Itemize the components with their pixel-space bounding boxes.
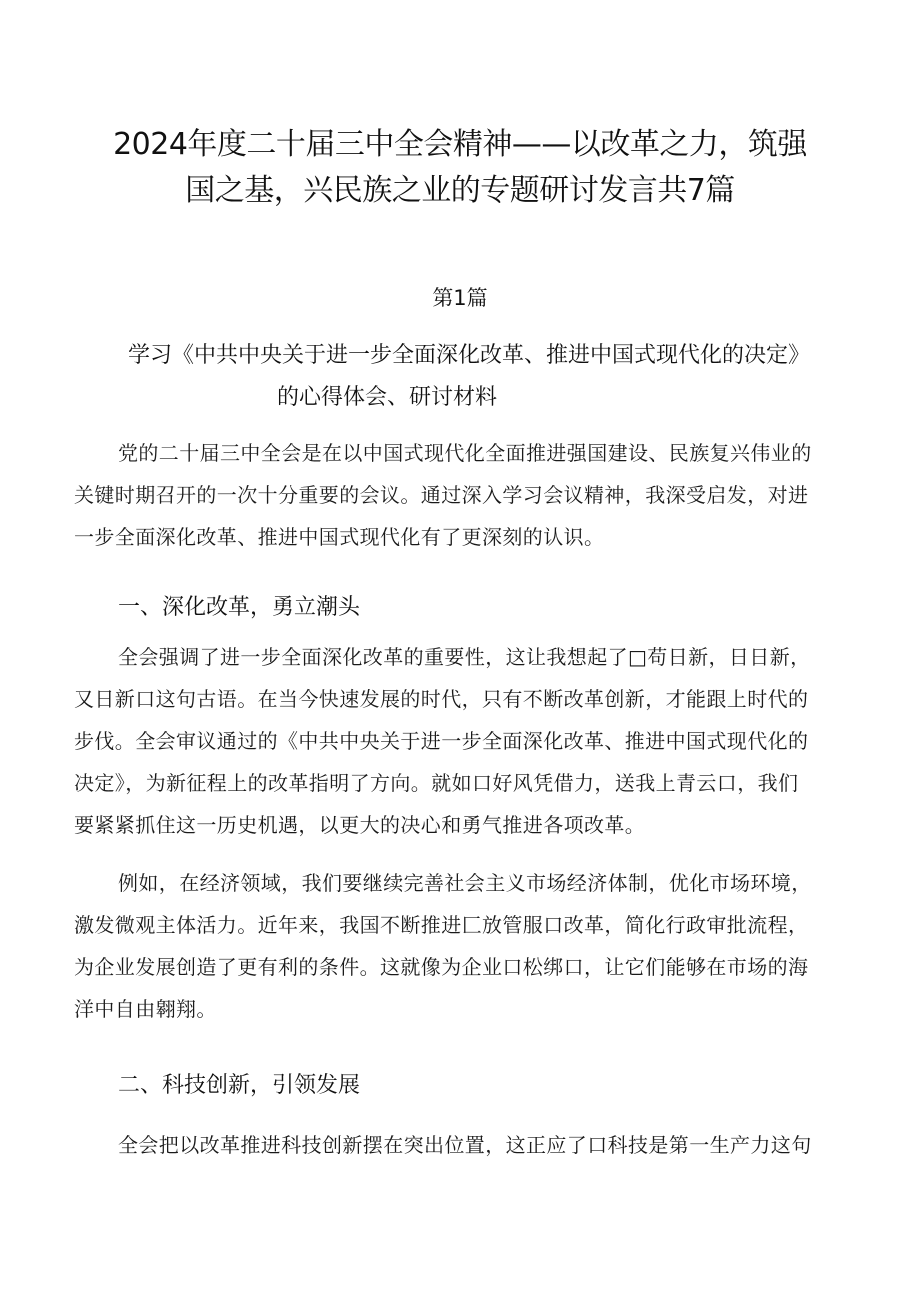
- chapter-label: 第1篇: [432, 286, 488, 310]
- section-heading-2: 二、科技创新，引领发展: [118, 1073, 361, 1098]
- paragraph-line: 决定》，为新征程上的改革指明了方向。就如口好风凭借力，送我上青云口，我们: [74, 771, 799, 795]
- paragraph-line: 又日新口这句古语。在当今快速发展的时代，只有不断改革创新，才能跟上时代的: [74, 687, 809, 711]
- article-subtitle-line-1: 学习《中共中央关于进一步全面深化改革、推进中国式现代化的决定》: [128, 343, 811, 368]
- document-title-line-1: 2024年度二十届三中全会精神——以改革之力，筑强: [113, 127, 807, 162]
- paragraph-line: 要紧紧抓住这一历史机遇，以更大的决心和勇气推进各项改革。: [74, 813, 646, 837]
- paragraph-line: 党的二十届三中全会是在以中国式现代化全面推进强国建设、民族复兴伟业的: [118, 441, 812, 465]
- section-heading-1: 一、深化改革，勇立潮头: [118, 595, 361, 620]
- paragraph-reform: [74, 636, 864, 846]
- paragraph-line: 步伐。全会审议通过的《中共中央关于进一步全面深化改革、推进中国式现代化的: [74, 729, 809, 753]
- paragraph-line: 关键时期召开的一次十分重要的会议。通过深入学习会议精神，我深受启发，对进: [74, 483, 809, 507]
- paragraph-line: 例如，在经济领域，我们要继续完善社会主义市场经济体制，优化市场环境，: [118, 871, 812, 895]
- paragraph-line: 全会把以改革推进科技创新摆在突出位置，这正应了口科技是第一生产力这句: [118, 1133, 812, 1157]
- paragraph-intro: [74, 432, 864, 558]
- article-subtitle-line-2: 的心得体会、研讨材料: [277, 385, 498, 410]
- paragraph-technology: [74, 1124, 864, 1166]
- paragraph-line: 为企业发展创造了更有利的条件。这就像为企业口松绑口，让它们能够在市场的海: [74, 955, 809, 979]
- paragraph-line: 洋中自由翱翔。: [74, 997, 217, 1021]
- paragraph-line: 一步全面深化改革、推进中国式现代化有了更深刻的认识。: [74, 525, 605, 549]
- paragraph-line: 激发微观主体活力。近年来，我国不断推进匚放管服口改革，简化行政审批流程，: [74, 913, 809, 937]
- paragraph-economy: [74, 862, 864, 1030]
- paragraph-line: 全会强调了进一步全面深化改革的重要性，这让我想起了□苟日新，日日新，: [118, 645, 811, 669]
- document-title-line-2: 国之基，兴民族之业的专题研讨发言共7篇: [185, 173, 735, 208]
